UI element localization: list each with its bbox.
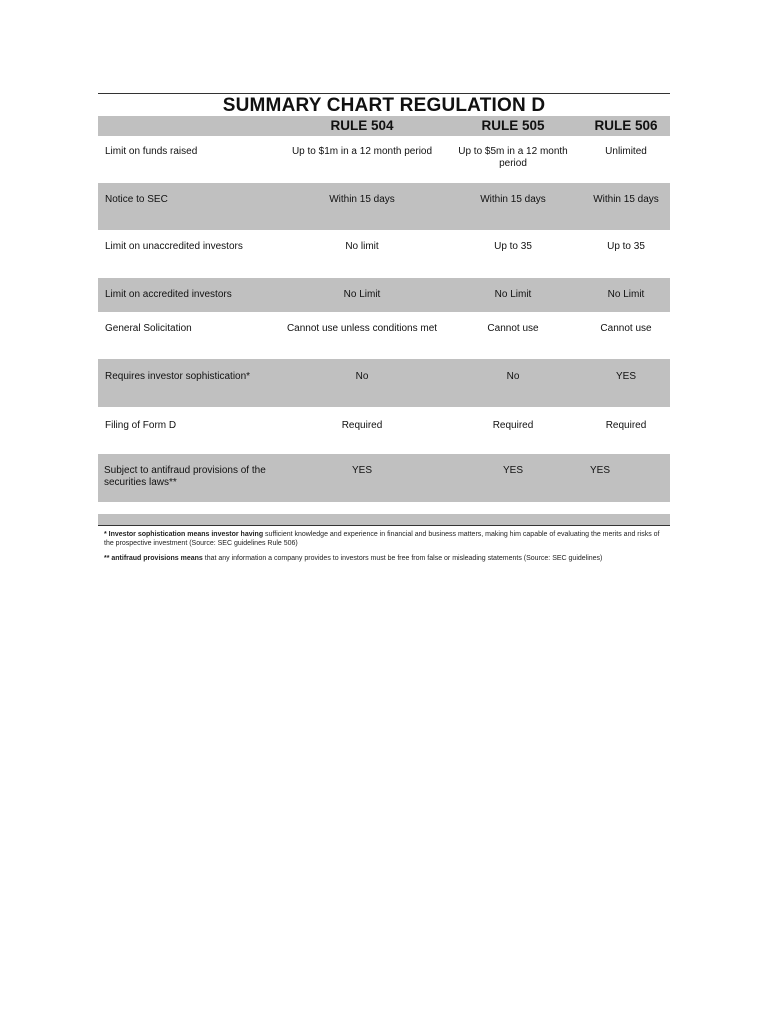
- table-row: [98, 407, 670, 454]
- rule-504-value: No Limit: [343, 289, 381, 300]
- header-rule-504: RULE 504: [280, 116, 444, 136]
- row-label: Filing of Form D: [105, 420, 177, 431]
- rule-505-value: Up to $5m in a 12 month period: [458, 146, 568, 169]
- rule-506-value: YES: [590, 465, 611, 476]
- rule-504-value: Within 15 days: [329, 194, 395, 205]
- table-row: [98, 136, 670, 183]
- rule-506-value: Within 15 days: [593, 194, 659, 205]
- table-row: [98, 230, 670, 278]
- row-label: Limit on accredited investors: [105, 289, 232, 300]
- table-row: [98, 312, 670, 359]
- rule-504-value: No: [355, 371, 369, 382]
- rule-506-value: Required: [605, 420, 647, 431]
- header-label-cell: [98, 116, 280, 136]
- summary-table: [98, 116, 670, 525]
- table-row: [98, 278, 670, 312]
- chart-title: SUMMARY CHART REGULATION D: [222, 95, 546, 116]
- rule-505-value: Within 15 days: [480, 194, 546, 205]
- row-label: General Solicitation: [105, 323, 192, 334]
- table-bottom-band: [98, 514, 670, 525]
- footnote-text: sufficient knowledge and experience in financial and business matters, making him capable of evaluating the merits and risks of the prospective investment (Source: SEC guidelines Rule 506): [104, 531, 660, 547]
- rule-505-value: YES: [502, 465, 523, 476]
- row-label: Limit on funds raised: [105, 146, 198, 157]
- header-rule-506: RULE 506: [582, 116, 670, 136]
- rule-506-value: YES: [615, 371, 636, 382]
- row-label: Subject to antifraud provisions of the securities laws**: [104, 465, 266, 488]
- table-row: [98, 454, 670, 502]
- regulation-d-summary-chart: [98, 93, 670, 526]
- rule-506-value: Up to 35: [607, 241, 645, 252]
- rule-504-value: Cannot use unless conditions met: [286, 323, 438, 334]
- row-label: Limit on unaccredited investors: [105, 241, 243, 252]
- footnote-term: ** antifraud provisions means: [104, 555, 203, 562]
- footnotes: [104, 530, 664, 569]
- table-spacer-row: [98, 502, 670, 514]
- rule-504-value: Up to $1m in a 12 month period: [291, 146, 433, 157]
- footnote-term: * Investor sophistication means investor having: [104, 531, 264, 538]
- rule-505-value: Cannot use: [487, 323, 539, 334]
- footnote-sophistication: [104, 530, 664, 548]
- footnote-antifraud: [104, 554, 664, 563]
- footnote-text: that any information a company provides to investors must be free from false or misleading statements (Source: SEC guidelines): [202, 555, 603, 562]
- rule-504-value: Required: [341, 420, 383, 431]
- row-label: Requires investor sophistication*: [105, 371, 251, 382]
- row-label: Notice to SEC: [105, 194, 168, 205]
- rule-506-value: Cannot use: [600, 323, 652, 334]
- table-row: [98, 359, 670, 407]
- rule-506-value: Unlimited: [605, 146, 647, 157]
- rule-506-value: No Limit: [607, 289, 645, 300]
- table-row: [98, 183, 670, 230]
- rule-504-value: No limit: [345, 241, 379, 252]
- header-rule-505: RULE 505: [444, 116, 582, 136]
- rule-505-value: Required: [492, 420, 534, 431]
- rule-505-value: No Limit: [494, 289, 532, 300]
- rule-504-value: YES: [351, 465, 372, 476]
- rule-505-value: Up to 35: [494, 241, 532, 252]
- bottom-rule: [98, 525, 670, 526]
- header-row: [98, 116, 670, 136]
- rule-505-value: No: [506, 371, 520, 382]
